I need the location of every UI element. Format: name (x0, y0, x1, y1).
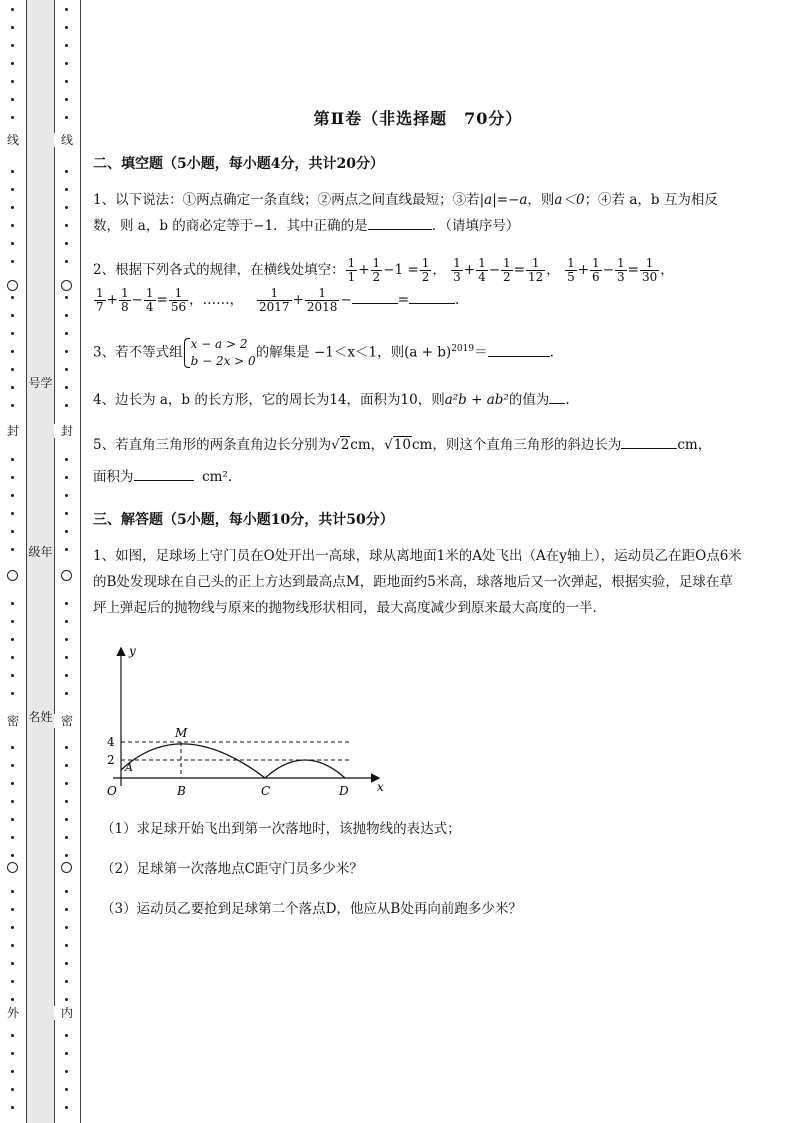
tick-label-4: 4 (107, 734, 115, 749)
margin-dot (65, 260, 68, 263)
solve-heading: 三、解答题（5小题，每小题10分，共计50分） (93, 511, 394, 528)
margin-dot (65, 206, 68, 209)
fraction: $\frac{1}{56}$ (170, 286, 187, 314)
margin-circle (7, 280, 18, 291)
q1-text-a: 1、以下说法：①两点确定一条直线；②两点之间直线最短；③若 (93, 192, 480, 208)
margin-dot (11, 296, 14, 299)
margin-dot (11, 944, 14, 947)
margin-dot (65, 368, 68, 371)
q3-text-c: ＝ (474, 344, 488, 361)
margin-dot (65, 944, 68, 947)
fraction: $\frac{1}{3}$ (453, 256, 461, 284)
sqrt-2: √2 (331, 436, 350, 453)
point-b-label: B (177, 783, 186, 798)
margin-dot (11, 818, 14, 821)
answer-blank[interactable] (134, 480, 194, 481)
margin-dot (65, 1088, 68, 1091)
binding-margin-outer (0, 0, 26, 1123)
fill-question-2: 2、根据下列各式的规律，在横线处填空： $\frac{1}{1}$ + $\frac{1}{2}$ −1 = $\frac{1}{2}$ ， $\frac{1}{3}$ + $\frac{1}{4}$ − $\frac{1}{2}$ = $\frac{1}{12}$ ， $\frac{1}{5}$ + $\frac{1}{6}$ − $\frac{1}{3}$ = $\frac{1}{30}$ ， $\frac{1}{7}$ + $\frac{1}{8}$ − $\frac{1}{4}$ = $\frac{1}{56}$ ，……， $\frac{1}{2017}$ + $\frac{1}{2018}$ − = . (93, 256, 674, 314)
fraction: $\frac{1}{3}$ (616, 256, 625, 284)
margin-char-xian: 线 (0, 133, 26, 147)
margin-dot (65, 1052, 68, 1055)
answer-blank[interactable] (621, 448, 677, 449)
first-parabola (121, 743, 265, 777)
margin-char-wai: 外 (0, 1006, 26, 1020)
margin-dot (65, 386, 68, 389)
q5-unit-3: cm²． (202, 468, 242, 485)
q5-text-c: 面积为 (93, 468, 134, 485)
margin-dot (11, 8, 14, 11)
fraction: $\frac{1}{30}$ (641, 256, 658, 284)
margin-dot (65, 746, 68, 749)
margin-dot (11, 638, 14, 641)
margin-dot (65, 530, 68, 533)
margin-dot (65, 602, 68, 605)
answer-blank[interactable] (549, 403, 565, 404)
q4-text-b: 的值为 (508, 391, 550, 408)
margin-dot (65, 854, 68, 857)
ellipsis: …… (202, 292, 230, 308)
margin-dot (65, 782, 68, 785)
margin-dot (11, 1034, 14, 1037)
margin-char-nei: 内 (54, 1006, 80, 1020)
label-student-number: 号学 (28, 376, 53, 390)
q3-text-a: 3、若不等式组 (93, 344, 183, 361)
margin-dot (11, 1106, 14, 1109)
fraction: $\frac{1}{8}$ (120, 286, 129, 314)
fraction: $\frac{1}{12}$ (528, 256, 544, 284)
q1-text-c: ；④若 a，b 互为相反数，则 a，b 的商必定等于−1．其中正确的是 (93, 192, 718, 234)
margin-dot (65, 926, 68, 929)
margin-dot (65, 692, 68, 695)
margin-dot (65, 80, 68, 83)
q2-text: 2、根据下列各式的规律，在横线处填空： (93, 262, 345, 278)
fraction: $\frac{1}{2}$ (372, 256, 381, 284)
fill-question-4 (93, 387, 743, 413)
margin-circle (61, 570, 72, 581)
q5-unit-1: cm， (350, 436, 385, 453)
fraction: $\frac{1}{2}$ (503, 256, 511, 284)
margin-dot (11, 458, 14, 461)
margin-dot (65, 26, 68, 29)
parabola-figure (93, 641, 393, 801)
q4-text-c: . (565, 391, 570, 408)
q1-text-d: ．（请填序号） (431, 218, 520, 234)
exponent: 2019 (451, 344, 475, 354)
binding-margin-inner (54, 0, 81, 1123)
margin-dot (11, 116, 14, 119)
margin-dot (65, 476, 68, 479)
margin-dot (11, 620, 14, 623)
margin-dot (11, 998, 14, 1001)
margin-dot (11, 314, 14, 317)
q4-text-a: 4、边长为 a，b 的长方形，它的周长为14，面积为10，则 (93, 391, 445, 408)
fraction: $\frac{1}{1}$ (347, 256, 356, 284)
inequality-system: x − a > 2 b − 2x > 0 (183, 336, 256, 370)
margin-dot (65, 962, 68, 965)
margin-dot (11, 1088, 14, 1091)
answer-blank[interactable] (368, 229, 432, 230)
margin-dot (65, 8, 68, 11)
margin-dot (65, 764, 68, 767)
q5-text-b: cm，则这个直角三角形的斜边长为 (411, 436, 622, 453)
fraction: $\frac{1}{6}$ (592, 256, 600, 284)
margin-dot (11, 368, 14, 371)
solve-question-1: 1、如图，足球场上守门员在O处开出一高球，球从离地面1米的A处飞出（A在y轴上），运动员乙在距O点6米的B处发现球在自己头的正上方达到最高点M，距地面约5米高，球落地后又一次弹起，根据实验，足球在草坪上弹起后的抛物线与原来的抛物线形状相同，最大高度减少到原来最大高度的一半． (93, 547, 742, 616)
margin-dot (11, 656, 14, 659)
margin-dot (11, 962, 14, 965)
margin-dot (11, 494, 14, 497)
margin-dot (11, 1052, 14, 1055)
margin-dot (65, 674, 68, 677)
margin-dot (11, 908, 14, 911)
margin-circle (7, 862, 18, 873)
fraction: $\frac{1}{4}$ (478, 256, 486, 284)
margin-dot (11, 764, 14, 767)
margin-dot (65, 404, 68, 407)
sqrt-10: √10 (384, 436, 411, 453)
q1-abs-expr: |a|=−a (479, 192, 528, 208)
margin-dot (65, 242, 68, 245)
margin-dot (11, 404, 14, 407)
margin-dot (11, 26, 14, 29)
margin-dot (65, 332, 68, 335)
margin-dot (11, 332, 14, 335)
binding-margin-label-strip (26, 0, 55, 1123)
margin-circle (7, 570, 18, 581)
margin-dot (65, 890, 68, 893)
margin-dot (65, 512, 68, 515)
margin-dot (65, 908, 68, 911)
margin-dot (11, 980, 14, 983)
margin-char-mi: 密 (0, 714, 26, 728)
q1-condition: a＜0 (554, 192, 585, 208)
margin-dot (11, 386, 14, 389)
q3-text-b: 的解集是 −1＜x＜1，则(a + b) (255, 344, 452, 361)
margin-dot (11, 854, 14, 857)
margin-dot (65, 62, 68, 65)
fraction: $\frac{1}{2017}$ (259, 286, 290, 314)
margin-dot (65, 1106, 68, 1109)
margin-dot (11, 1070, 14, 1073)
sub-question-2: （2）足球第一次落地点C距守门员多少米？ (101, 860, 363, 877)
fraction: $\frac{1}{2018}$ (306, 286, 338, 314)
second-parabola (265, 760, 345, 778)
margin-dot (65, 314, 68, 317)
margin-circle (61, 862, 72, 873)
dot-column-outer (0, 0, 26, 1123)
margin-dot (65, 458, 68, 461)
margin-dot (65, 620, 68, 623)
point-m-label: M (175, 725, 188, 740)
margin-dot (11, 98, 14, 101)
margin-dot (11, 692, 14, 695)
q5-unit-2: cm， (677, 436, 712, 453)
margin-dot (65, 998, 68, 1001)
q5-text-a: 5、若直角三角形的两条直角边长分别为 (93, 436, 332, 453)
margin-dot (65, 1070, 68, 1073)
margin-dot (11, 206, 14, 209)
margin-char-feng: 封 (0, 424, 26, 438)
tick-label-2: 2 (107, 752, 115, 767)
margin-dot (11, 350, 14, 353)
fill-question-3: 3、若不等式组 x − a > 2 b − 2x > 0 的解集是 −1＜x＜1，则$(a + b)^{2019}=$ . (93, 337, 554, 368)
margin-dot (65, 800, 68, 803)
margin-dot (11, 926, 14, 929)
margin-dot (65, 296, 68, 299)
margin-dot (11, 170, 14, 173)
margin-dot (65, 1034, 68, 1037)
point-c-label: C (261, 783, 271, 798)
margin-dot (11, 260, 14, 263)
margin-dot (11, 80, 14, 83)
margin-dot (11, 782, 14, 785)
margin-dot (11, 224, 14, 227)
margin-dot (11, 674, 14, 677)
dot-column-inner (54, 0, 80, 1123)
margin-circle (61, 280, 72, 291)
margin-dot (11, 800, 14, 803)
q1-text-b: ，则 (527, 192, 555, 208)
fraction: $\frac{1}{5}$ (567, 256, 575, 284)
label-grade: 级年 (28, 545, 53, 559)
margin-dot (11, 62, 14, 65)
margin-dot (65, 224, 68, 227)
fill-question-5 (93, 429, 743, 493)
margin-dot (65, 980, 68, 983)
margin-dot (11, 530, 14, 533)
margin-dot (11, 602, 14, 605)
fraction: $\frac{1}{4}$ (145, 286, 154, 314)
fraction: $\frac{1}{2}$ (421, 256, 430, 284)
margin-dot (65, 116, 68, 119)
margin-char-mi-inner: 密 (54, 714, 80, 728)
point-a-label: A (125, 760, 133, 774)
margin-dot (11, 512, 14, 515)
margin-dot (65, 188, 68, 191)
margin-dot (11, 476, 14, 479)
margin-dot (11, 548, 14, 551)
margin-dot (11, 746, 14, 749)
q4-expression: a²b + ab² (444, 391, 509, 408)
margin-dot (65, 548, 68, 551)
margin-dot (65, 836, 68, 839)
margin-dot (65, 638, 68, 641)
answer-blank[interactable] (488, 356, 550, 357)
margin-dot (11, 890, 14, 893)
margin-dot (65, 44, 68, 47)
x-label: x (377, 779, 384, 794)
margin-dot (65, 350, 68, 353)
answer-blank[interactable] (352, 303, 398, 304)
margin-dot (65, 98, 68, 101)
y-label: y (129, 643, 136, 658)
exam-content (93, 100, 743, 937)
margin-dot (11, 242, 14, 245)
margin-dot (65, 818, 68, 821)
sub-question-1: （1）求足球开始飞出到第一次落地时，该抛物线的表达式； (101, 820, 461, 837)
point-o-label: O (107, 783, 117, 798)
margin-dot (11, 188, 14, 191)
point-d-label: D (339, 783, 349, 798)
margin-dot (11, 44, 14, 47)
margin-dot (65, 494, 68, 497)
margin-dot (65, 170, 68, 173)
answer-blank[interactable] (409, 303, 455, 304)
fill-blank-heading: 二、填空题（5小题，每小题4分，共计20分） (93, 156, 384, 172)
margin-dot (65, 656, 68, 659)
margin-dot (11, 836, 14, 839)
margin-char-xian-inner: 线 (54, 133, 80, 147)
fraction: $\frac{1}{7}$ (96, 286, 104, 314)
section-title: 第Ⅱ卷（非选择题 70分） (313, 109, 523, 128)
fill-question-1 (93, 187, 743, 239)
margin-char-feng-inner: 封 (54, 424, 80, 438)
label-name: 名姓 (28, 710, 53, 724)
sub-question-3: （3）运动员乙要抢到足球第二个落点D，他应从B处再向前跑多少米？ (101, 900, 522, 917)
